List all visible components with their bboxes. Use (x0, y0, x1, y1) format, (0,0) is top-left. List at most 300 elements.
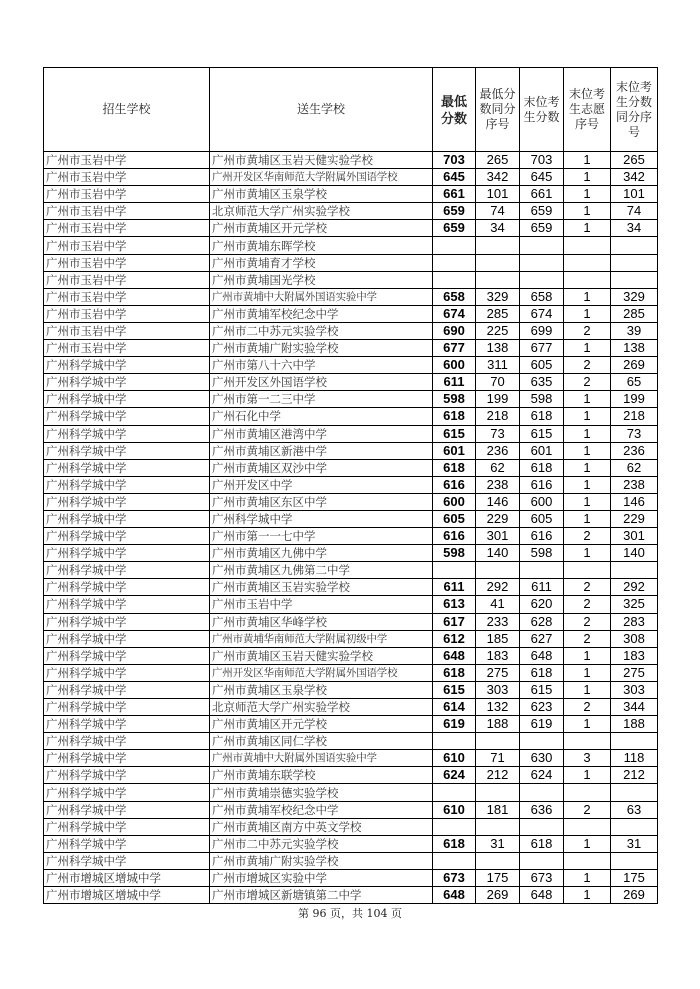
cell-last-choice-order (564, 254, 611, 271)
cell-sending-school: 广州石化中学 (210, 408, 433, 425)
cell-last-choice-order: 1 (564, 305, 611, 322)
cell-min-score-rank: 275 (476, 664, 520, 681)
header-min-score: 最低分数 (433, 68, 476, 152)
cell-last-choice-order: 1 (564, 681, 611, 698)
cell-last-score-rank: 140 (611, 545, 658, 562)
cell-last-score-rank: 183 (611, 647, 658, 664)
cell-last-score: 618 (520, 835, 564, 852)
cell-sending-school: 广州市黄埔区玉泉学校 (210, 186, 433, 203)
cell-min-score: 648 (433, 647, 476, 664)
cell-sending-school: 广州市黄埔区玉泉学校 (210, 681, 433, 698)
cell-last-choice-order: 1 (564, 220, 611, 237)
cell-enrolling-school: 广州市玉岩中学 (44, 169, 210, 186)
table-row (44, 374, 658, 391)
cell-enrolling-school: 广州科学城中学 (44, 459, 210, 476)
cell-last-score (520, 237, 564, 254)
cell-enrolling-school: 广州科学城中学 (44, 476, 210, 493)
cell-sending-school: 广州市黄埔区九佛第二中学 (210, 562, 433, 579)
cell-min-score-rank (476, 733, 520, 750)
table-row (44, 835, 658, 852)
cell-last-score: 618 (520, 459, 564, 476)
cell-min-score-rank: 175 (476, 869, 520, 886)
table-row (44, 322, 658, 339)
cell-last-score-rank (611, 784, 658, 801)
cell-last-score: 619 (520, 716, 564, 733)
cell-last-score: 605 (520, 357, 564, 374)
cell-sending-school: 北京师范大学广州实验学校 (210, 203, 433, 220)
cell-last-score: 674 (520, 305, 564, 322)
cell-sending-school: 广州市玉岩中学 (210, 596, 433, 613)
cell-last-choice-order: 1 (564, 340, 611, 357)
cell-min-score-rank: 71 (476, 750, 520, 767)
cell-min-score-rank: 342 (476, 169, 520, 186)
table-row (44, 237, 658, 254)
cell-enrolling-school: 广州科学城中学 (44, 408, 210, 425)
cell-min-score-rank: 292 (476, 579, 520, 596)
cell-enrolling-school: 广州科学城中学 (44, 493, 210, 510)
cell-enrolling-school: 广州科学城中学 (44, 681, 210, 698)
cell-last-choice-order: 2 (564, 801, 611, 818)
header-enrolling-school: 招生学校 (44, 68, 210, 152)
cell-enrolling-school: 广州市玉岩中学 (44, 186, 210, 203)
cell-last-score: 659 (520, 203, 564, 220)
cell-last-score (520, 784, 564, 801)
cell-last-score (520, 562, 564, 579)
cell-min-score: 645 (433, 169, 476, 186)
cell-min-score: 616 (433, 528, 476, 545)
cell-min-score: 618 (433, 459, 476, 476)
table-row (44, 442, 658, 459)
cell-enrolling-school: 广州科学城中学 (44, 528, 210, 545)
cell-last-score (520, 733, 564, 750)
cell-last-score: 598 (520, 545, 564, 562)
cell-sending-school: 广州市黄埔中大附属外国语实验中学 (210, 288, 433, 305)
table-row (44, 510, 658, 527)
cell-min-score (433, 733, 476, 750)
cell-min-score-rank: 74 (476, 203, 520, 220)
cell-last-score: 620 (520, 596, 564, 613)
table-row (44, 186, 658, 203)
cell-last-score: 598 (520, 391, 564, 408)
cell-last-choice-order: 2 (564, 630, 611, 647)
cell-last-choice-order: 1 (564, 835, 611, 852)
table-row (44, 408, 658, 425)
cell-min-score-rank: 301 (476, 528, 520, 545)
cell-sending-school: 广州市黄埔东晖学校 (210, 237, 433, 254)
cell-min-score-rank: 229 (476, 510, 520, 527)
cell-enrolling-school: 广州市玉岩中学 (44, 340, 210, 357)
cell-sending-school: 广州市黄埔区华峰学校 (210, 613, 433, 630)
cell-sending-school: 广州科学城中学 (210, 510, 433, 527)
cell-last-choice-order: 1 (564, 391, 611, 408)
cell-last-score-rank (611, 852, 658, 869)
cell-last-choice-order: 2 (564, 579, 611, 596)
cell-min-score: 600 (433, 357, 476, 374)
cell-last-score: 677 (520, 340, 564, 357)
cell-min-score-rank: 311 (476, 357, 520, 374)
cell-enrolling-school: 广州科学城中学 (44, 801, 210, 818)
cell-min-score-rank: 265 (476, 152, 520, 169)
table-row (44, 357, 658, 374)
cell-last-score-rank: 65 (611, 374, 658, 391)
cell-sending-school: 广州市黄埔区双沙中学 (210, 459, 433, 476)
cell-min-score: 611 (433, 374, 476, 391)
cell-last-score: 661 (520, 186, 564, 203)
cell-min-score-rank: 34 (476, 220, 520, 237)
cell-min-score-rank: 146 (476, 493, 520, 510)
cell-last-score-rank: 118 (611, 750, 658, 767)
cell-last-score-rank: 175 (611, 869, 658, 886)
cell-enrolling-school: 广州科学城中学 (44, 818, 210, 835)
table-row (44, 784, 658, 801)
cell-last-score-rank: 269 (611, 887, 658, 904)
cell-last-score: 618 (520, 408, 564, 425)
cell-min-score: 612 (433, 630, 476, 647)
table-row (44, 818, 658, 835)
cell-last-choice-order: 1 (564, 476, 611, 493)
cell-last-score-rank: 63 (611, 801, 658, 818)
table-header-row (44, 68, 658, 152)
table-row (44, 664, 658, 681)
cell-enrolling-school: 广州市玉岩中学 (44, 322, 210, 339)
cell-last-score-rank: 218 (611, 408, 658, 425)
table-row (44, 545, 658, 562)
cell-min-score: 618 (433, 835, 476, 852)
table-row (44, 596, 658, 613)
cell-sending-school: 广州市黄埔区开元学校 (210, 220, 433, 237)
cell-min-score-rank (476, 237, 520, 254)
cell-last-score-rank: 101 (611, 186, 658, 203)
admission-table (43, 67, 658, 904)
cell-last-choice-order: 1 (564, 408, 611, 425)
cell-min-score: 598 (433, 545, 476, 562)
cell-enrolling-school: 广州科学城中学 (44, 784, 210, 801)
cell-sending-school: 广州市二中苏元实验学校 (210, 835, 433, 852)
cell-last-score: 611 (520, 579, 564, 596)
cell-last-score-rank: 188 (611, 716, 658, 733)
cell-sending-school: 广州市二中苏元实验学校 (210, 322, 433, 339)
cell-enrolling-school: 广州科学城中学 (44, 545, 210, 562)
cell-last-choice-order: 1 (564, 186, 611, 203)
cell-min-score-rank (476, 562, 520, 579)
cell-last-score-rank: 31 (611, 835, 658, 852)
cell-last-choice-order: 1 (564, 442, 611, 459)
cell-sending-school: 广州市黄埔育才学校 (210, 254, 433, 271)
cell-last-score-rank: 292 (611, 579, 658, 596)
cell-min-score-rank: 236 (476, 442, 520, 459)
cell-last-score: 605 (520, 510, 564, 527)
cell-last-score-rank: 269 (611, 357, 658, 374)
table-row (44, 681, 658, 698)
cell-sending-school: 广州市黄埔华南师范大学附属初级中学 (210, 630, 433, 647)
cell-last-score: 659 (520, 220, 564, 237)
cell-last-score (520, 818, 564, 835)
cell-enrolling-school: 广州科学城中学 (44, 664, 210, 681)
cell-last-score: 615 (520, 681, 564, 698)
cell-last-score: 648 (520, 647, 564, 664)
cell-min-score-rank: 70 (476, 374, 520, 391)
cell-min-score-rank: 138 (476, 340, 520, 357)
cell-sending-school: 广州市黄埔区南方中英文学校 (210, 818, 433, 835)
cell-enrolling-school: 广州科学城中学 (44, 510, 210, 527)
table-row (44, 579, 658, 596)
table-row (44, 220, 658, 237)
table-row (44, 305, 658, 322)
cell-last-score-rank (611, 733, 658, 750)
cell-last-choice-order: 1 (564, 459, 611, 476)
cell-min-score: 600 (433, 493, 476, 510)
header-min-score-rank: 最低分数同分序号 (476, 68, 520, 152)
cell-enrolling-school: 广州市玉岩中学 (44, 305, 210, 322)
cell-min-score-rank: 225 (476, 322, 520, 339)
cell-sending-school: 广州市黄埔军校纪念中学 (210, 801, 433, 818)
header-last-score: 末位考生分数 (520, 68, 564, 152)
cell-last-score: 628 (520, 613, 564, 630)
table-row (44, 750, 658, 767)
cell-last-choice-order: 1 (564, 510, 611, 527)
table-row (44, 459, 658, 476)
cell-min-score (433, 818, 476, 835)
cell-last-choice-order: 2 (564, 322, 611, 339)
cell-last-choice-order: 1 (564, 664, 611, 681)
cell-last-score: 600 (520, 493, 564, 510)
cell-min-score: 614 (433, 699, 476, 716)
cell-min-score: 703 (433, 152, 476, 169)
cell-last-choice-order: 1 (564, 545, 611, 562)
cell-min-score-rank: 269 (476, 887, 520, 904)
cell-last-choice-order: 2 (564, 613, 611, 630)
cell-enrolling-school: 广州市增城区增城中学 (44, 869, 210, 886)
table-row (44, 733, 658, 750)
cell-min-score: 615 (433, 681, 476, 698)
cell-min-score-rank: 212 (476, 767, 520, 784)
cell-enrolling-school: 广州科学城中学 (44, 716, 210, 733)
cell-min-score: 677 (433, 340, 476, 357)
cell-sending-school: 广州市黄埔区玉岩实验学校 (210, 579, 433, 596)
cell-sending-school: 广州开发区华南师范大学附属外国语学校 (210, 169, 433, 186)
table-row (44, 254, 658, 271)
cell-min-score: 618 (433, 664, 476, 681)
table-row (44, 767, 658, 784)
cell-sending-school: 广州市黄埔区同仁学校 (210, 733, 433, 750)
cell-min-score (433, 852, 476, 869)
cell-last-choice-order: 1 (564, 425, 611, 442)
cell-min-score-rank: 101 (476, 186, 520, 203)
cell-enrolling-school: 广州科学城中学 (44, 613, 210, 630)
cell-enrolling-school: 广州科学城中学 (44, 357, 210, 374)
cell-last-score-rank: 212 (611, 767, 658, 784)
cell-min-score: 601 (433, 442, 476, 459)
cell-last-score: 623 (520, 699, 564, 716)
cell-last-score-rank: 138 (611, 340, 658, 357)
cell-min-score (433, 254, 476, 271)
cell-enrolling-school: 广州科学城中学 (44, 391, 210, 408)
cell-last-score-rank: 34 (611, 220, 658, 237)
table-row (44, 288, 658, 305)
cell-sending-school: 广州市第一一七中学 (210, 528, 433, 545)
cell-min-score (433, 562, 476, 579)
cell-last-score-rank (611, 818, 658, 835)
cell-min-score: 598 (433, 391, 476, 408)
cell-last-score (520, 271, 564, 288)
cell-sending-school: 广州市黄埔区新港中学 (210, 442, 433, 459)
cell-last-score-rank: 265 (611, 152, 658, 169)
cell-min-score-rank (476, 852, 520, 869)
cell-min-score-rank: 41 (476, 596, 520, 613)
cell-min-score: 605 (433, 510, 476, 527)
cell-min-score: 613 (433, 596, 476, 613)
cell-min-score-rank: 188 (476, 716, 520, 733)
cell-min-score (433, 271, 476, 288)
table-row (44, 169, 658, 186)
cell-sending-school: 广州市黄埔广附实验学校 (210, 852, 433, 869)
cell-last-score: 615 (520, 425, 564, 442)
cell-last-choice-order: 2 (564, 357, 611, 374)
cell-last-score: 699 (520, 322, 564, 339)
cell-last-choice-order (564, 852, 611, 869)
cell-min-score: 673 (433, 869, 476, 886)
cell-enrolling-school: 广州科学城中学 (44, 630, 210, 647)
header-last-score-rank: 末位考生分数同分序号 (611, 68, 658, 152)
cell-min-score: 659 (433, 203, 476, 220)
page-footer: 第 96 页，共 104 页 (298, 907, 402, 920)
cell-min-score: 659 (433, 220, 476, 237)
cell-last-score-rank: 73 (611, 425, 658, 442)
cell-sending-school: 广州市黄埔区港湾中学 (210, 425, 433, 442)
cell-last-score: 636 (520, 801, 564, 818)
cell-last-score-rank: 325 (611, 596, 658, 613)
cell-enrolling-school: 广州科学城中学 (44, 442, 210, 459)
cell-sending-school: 广州市黄埔崇德实验学校 (210, 784, 433, 801)
table-row (44, 528, 658, 545)
cell-last-score: 648 (520, 887, 564, 904)
cell-sending-school: 广州市第八十六中学 (210, 357, 433, 374)
cell-sending-school: 广州市黄埔东联学校 (210, 767, 433, 784)
cell-min-score: 611 (433, 579, 476, 596)
cell-min-score-rank: 218 (476, 408, 520, 425)
cell-min-score (433, 237, 476, 254)
cell-enrolling-school: 广州科学城中学 (44, 733, 210, 750)
cell-last-choice-order: 1 (564, 869, 611, 886)
cell-min-score-rank: 140 (476, 545, 520, 562)
cell-enrolling-school: 广州市玉岩中学 (44, 271, 210, 288)
cell-last-score-rank (611, 562, 658, 579)
table-row (44, 801, 658, 818)
cell-last-score-rank: 329 (611, 288, 658, 305)
cell-last-choice-order: 2 (564, 699, 611, 716)
cell-enrolling-school: 广州市玉岩中学 (44, 203, 210, 220)
cell-last-choice-order: 3 (564, 750, 611, 767)
cell-last-choice-order: 2 (564, 374, 611, 391)
cell-min-score: 610 (433, 750, 476, 767)
cell-last-score: 645 (520, 169, 564, 186)
cell-min-score-rank: 183 (476, 647, 520, 664)
cell-enrolling-school: 广州科学城中学 (44, 767, 210, 784)
table-row (44, 203, 658, 220)
cell-last-score: 624 (520, 767, 564, 784)
header-last-choice-order: 末位考生志愿序号 (564, 68, 611, 152)
cell-last-score: 658 (520, 288, 564, 305)
cell-min-score-rank: 185 (476, 630, 520, 647)
cell-min-score: 616 (433, 476, 476, 493)
cell-last-choice-order: 1 (564, 767, 611, 784)
cell-min-score-rank: 73 (476, 425, 520, 442)
cell-last-choice-order: 1 (564, 152, 611, 169)
cell-min-score: 624 (433, 767, 476, 784)
cell-last-score-rank: 301 (611, 528, 658, 545)
cell-last-score: 630 (520, 750, 564, 767)
cell-last-choice-order (564, 271, 611, 288)
cell-sending-school: 广州市黄埔区玉岩天健实验学校 (210, 152, 433, 169)
cell-min-score-rank: 181 (476, 801, 520, 818)
header-sending-school: 送生学校 (210, 68, 433, 152)
cell-enrolling-school: 广州市玉岩中学 (44, 254, 210, 271)
cell-last-score-rank (611, 271, 658, 288)
table-row (44, 699, 658, 716)
cell-enrolling-school: 广州科学城中学 (44, 835, 210, 852)
cell-enrolling-school: 广州科学城中学 (44, 425, 210, 442)
cell-sending-school: 广州市第一二三中学 (210, 391, 433, 408)
cell-last-score: 627 (520, 630, 564, 647)
cell-min-score: 658 (433, 288, 476, 305)
cell-min-score-rank: 285 (476, 305, 520, 322)
cell-last-score-rank: 199 (611, 391, 658, 408)
cell-last-score-rank: 62 (611, 459, 658, 476)
cell-enrolling-school: 广州市玉岩中学 (44, 220, 210, 237)
cell-min-score-rank: 31 (476, 835, 520, 852)
cell-enrolling-school: 广州科学城中学 (44, 579, 210, 596)
cell-last-score-rank: 303 (611, 681, 658, 698)
cell-last-choice-order (564, 784, 611, 801)
cell-enrolling-school: 广州市玉岩中学 (44, 152, 210, 169)
cell-min-score-rank: 199 (476, 391, 520, 408)
cell-last-score: 616 (520, 476, 564, 493)
cell-sending-school: 广州市黄埔军校纪念中学 (210, 305, 433, 322)
cell-last-score (520, 852, 564, 869)
cell-last-score-rank: 283 (611, 613, 658, 630)
cell-sending-school: 广州市黄埔中大附属外国语实验中学 (210, 750, 433, 767)
cell-last-choice-order (564, 733, 611, 750)
cell-last-choice-order (564, 818, 611, 835)
cell-min-score-rank: 132 (476, 699, 520, 716)
cell-last-choice-order: 2 (564, 528, 611, 545)
cell-min-score-rank (476, 818, 520, 835)
cell-last-choice-order: 1 (564, 169, 611, 186)
cell-min-score-rank: 329 (476, 288, 520, 305)
cell-last-score-rank: 285 (611, 305, 658, 322)
cell-sending-school: 广州开发区中学 (210, 476, 433, 493)
cell-sending-school: 广州市黄埔区九佛中学 (210, 545, 433, 562)
cell-min-score: 619 (433, 716, 476, 733)
cell-last-choice-order: 1 (564, 493, 611, 510)
cell-last-score: 618 (520, 664, 564, 681)
cell-sending-school: 广州市黄埔区玉岩天健实验学校 (210, 647, 433, 664)
cell-min-score (433, 784, 476, 801)
table-row (44, 647, 658, 664)
cell-last-score-rank: 39 (611, 322, 658, 339)
cell-last-score-rank: 238 (611, 476, 658, 493)
cell-last-score: 616 (520, 528, 564, 545)
cell-last-score: 635 (520, 374, 564, 391)
cell-last-score-rank: 146 (611, 493, 658, 510)
cell-last-score-rank: 342 (611, 169, 658, 186)
cell-sending-school: 广州市增城区新塘镇第二中学 (210, 887, 433, 904)
cell-last-choice-order: 1 (564, 716, 611, 733)
table-row (44, 852, 658, 869)
cell-last-choice-order: 1 (564, 647, 611, 664)
cell-last-score-rank: 275 (611, 664, 658, 681)
cell-min-score-rank: 233 (476, 613, 520, 630)
